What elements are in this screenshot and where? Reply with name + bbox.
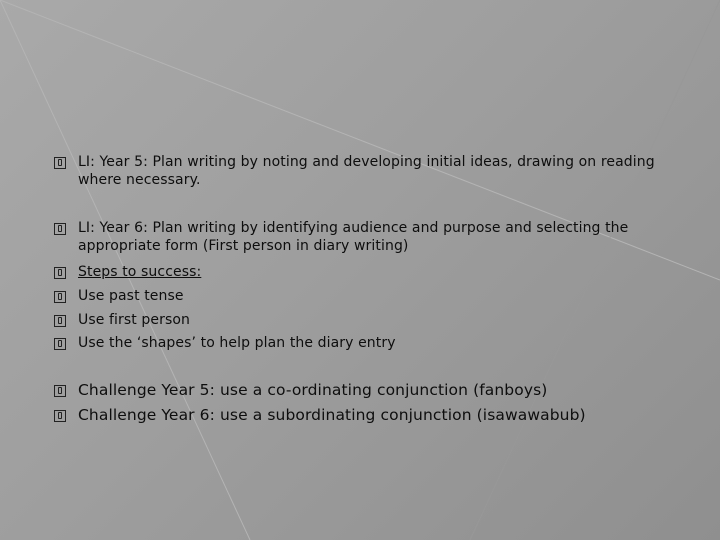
bullet-li-year5 <box>54 153 658 189</box>
bullet-shapes <box>54 334 658 352</box>
bullet-text: Use the ‘shapes’ to help plan the diary entry <box>78 335 396 351</box>
bullet-text: Use past tense <box>78 288 184 304</box>
checkbox-bullet-icon <box>54 338 66 350</box>
checkbox-bullet-icon <box>54 385 66 397</box>
checkbox-bullet-icon <box>54 291 66 303</box>
checkbox-bullet-icon <box>54 223 66 235</box>
bullet-text: LI: Year 5: Plan writing by noting and developing initial ideas, drawing on reading where necessary. <box>78 154 655 188</box>
checkbox-bullet-icon <box>54 315 66 327</box>
bullet-text: LI: Year 6: Plan writing by identifying audience and purpose and selecting the appropriate form (First person in diary writing) <box>78 220 629 254</box>
bullet-challenge-year6 <box>54 405 658 425</box>
bullet-text: Challenge Year 5: use a co-ordinating conjunction (fanboys) <box>78 381 548 399</box>
bullet-first-person <box>54 311 658 329</box>
checkbox-bullet-icon <box>54 410 66 422</box>
bullet-text: Challenge Year 6: use a subordinating conjunction (isawawabub) <box>78 406 586 424</box>
bullet-li-year6 <box>54 219 658 255</box>
checkbox-bullet-icon <box>54 267 66 279</box>
bullet-past-tense <box>54 287 658 305</box>
bullet-steps-to-success <box>54 263 658 281</box>
bullet-text: Steps to success: <box>78 264 202 280</box>
bullet-challenge-year5 <box>54 380 658 400</box>
bullet-text: Use first person <box>78 312 191 328</box>
checkbox-bullet-icon <box>54 157 66 169</box>
